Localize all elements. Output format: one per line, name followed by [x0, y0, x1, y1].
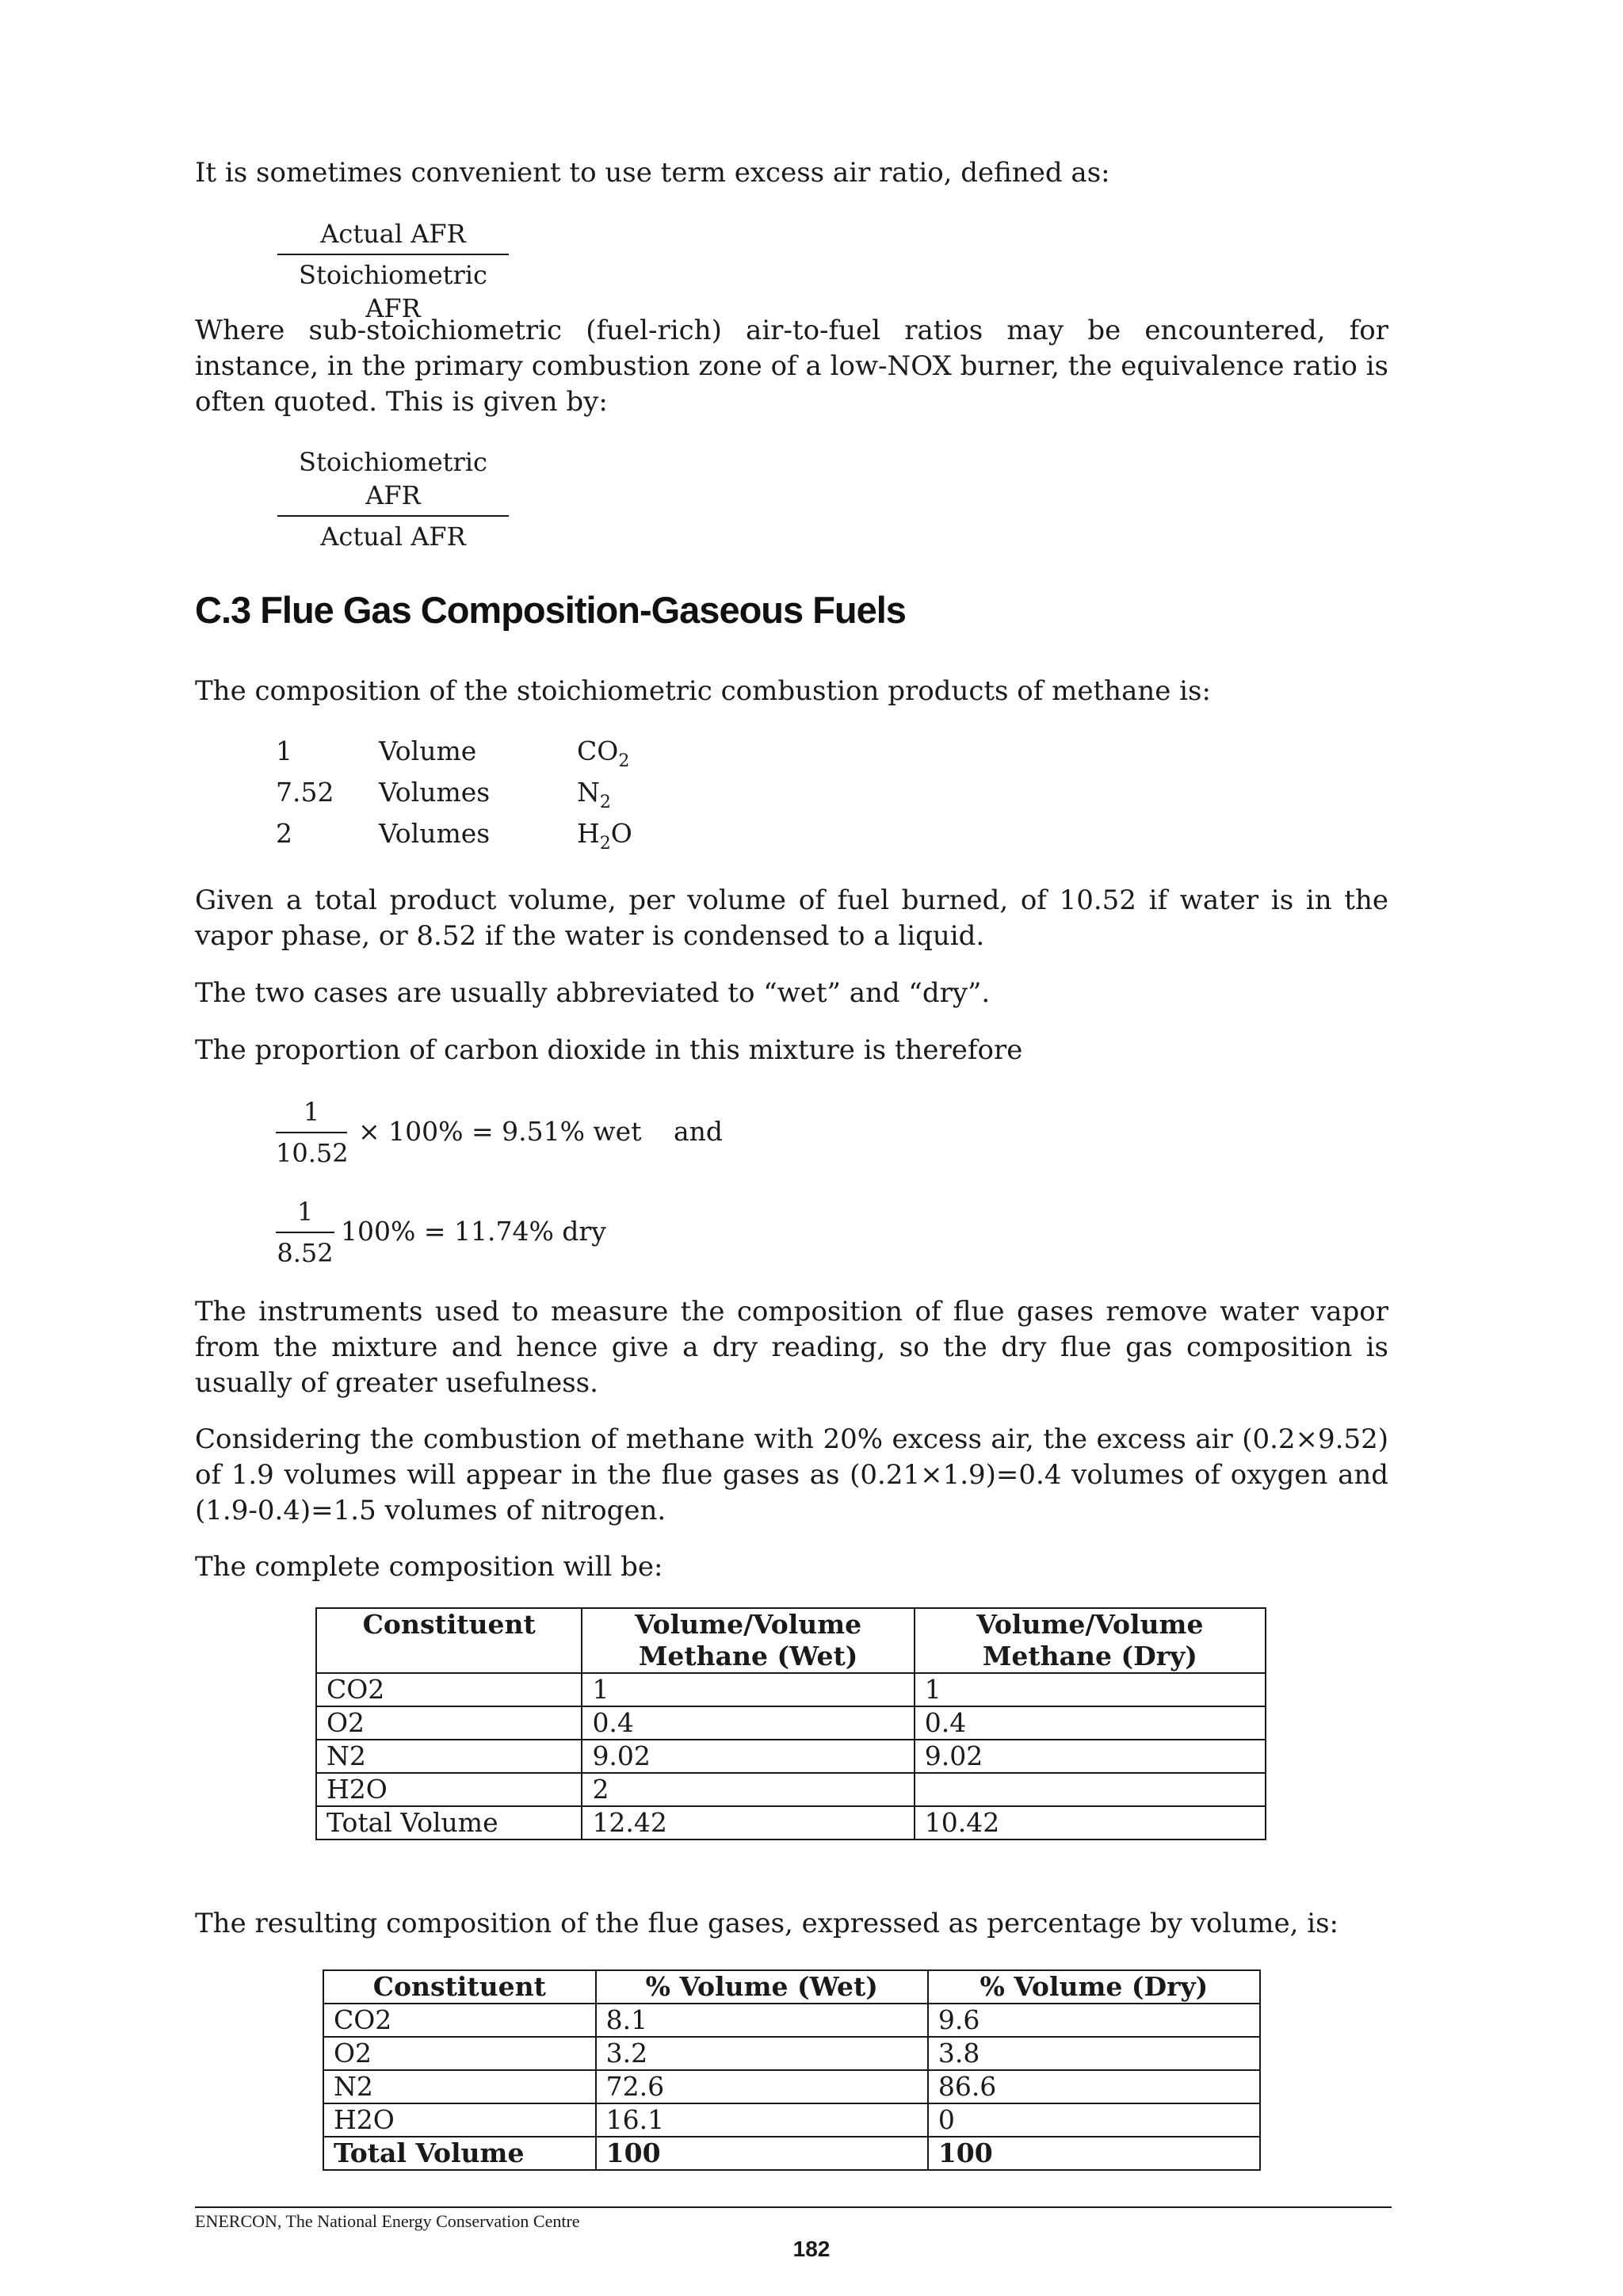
- product-quantity: 7.52: [276, 777, 334, 808]
- table-row: [323, 2070, 1260, 2103]
- resulting-composition-paragraph: The resulting composition of the flue gases, expressed as percentage by volume, is:: [195, 1908, 1339, 1939]
- column-header: Volume/Volume Methane (Dry): [915, 1608, 1266, 1673]
- footer-divider: [195, 2206, 1392, 2208]
- dry-result-text: 100% = 11.74% dry: [341, 1216, 606, 1247]
- equivalence-paragraph: Where sub-stoichiometric (fuel-rich) air-to-fuel ratios may be encountered, for instance, in the primary combustion zone of a low-NOX burner, the equivalence ratio is often quoted. This is given by:: [195, 315, 1388, 418]
- proportion-paragraph: The proportion of carbon dioxide in this mixture is therefore: [195, 1034, 1023, 1066]
- table-cell: Total Volume: [323, 2137, 596, 2170]
- table-cell: H2O: [323, 2103, 596, 2137]
- table-cell: N2: [316, 1740, 582, 1773]
- instruments-paragraph: The instruments used to measure the composition of flue gases remove water vapor from the mixture and hence give a dry reading, so the dry flue gas composition is usually of greater usefulness.: [195, 1296, 1388, 1399]
- product-species: $CO_2$: [577, 735, 630, 771]
- equivalence-ratio-fraction: [277, 445, 509, 553]
- table-cell: 1: [915, 1673, 1266, 1706]
- fraction-denominator: 8.52: [277, 1238, 334, 1268]
- table-cell: Total Volume: [316, 1806, 582, 1839]
- footer-organization: ENERCON, The National Energy Conservation Centre: [195, 2211, 580, 2231]
- column-header: Constituent: [323, 1970, 596, 2004]
- table-row: [323, 2103, 1260, 2137]
- table-cell: [915, 1773, 1266, 1806]
- complete-composition-paragraph: The complete composition will be:: [195, 1551, 663, 1583]
- table-cell: 2: [582, 1773, 914, 1806]
- table-row: [323, 2004, 1260, 2037]
- table-cell: 9.02: [915, 1740, 1266, 1773]
- product-unit: Volume: [379, 735, 477, 766]
- table-row: [316, 1706, 1266, 1740]
- table-cell: 100: [596, 2137, 928, 2170]
- table-cell: 100: [928, 2137, 1260, 2170]
- table-header-row: [323, 1970, 1260, 2004]
- product-unit: Volumes: [379, 818, 491, 849]
- table-header-row: [316, 1608, 1266, 1673]
- table-cell: 0.4: [915, 1706, 1266, 1740]
- cases-paragraph: The two cases are usually abbreviated to “wet” and “dry”.: [195, 977, 991, 1009]
- product-quantity: 1: [276, 735, 292, 766]
- volume-composition-table: [315, 1607, 1266, 1840]
- fraction-numerator: Stoichiometric AFR: [277, 445, 509, 517]
- table-cell: N2: [323, 2070, 596, 2103]
- table-cell: 9.6: [928, 2004, 1260, 2037]
- table-row: [316, 1673, 1266, 1706]
- product-species: $N_2$: [577, 777, 611, 812]
- table-cell: 12.42: [582, 1806, 914, 1839]
- table-cell: 16.1: [596, 2103, 928, 2137]
- section-heading: C.3 Flue Gas Composition-Gaseous Fuels: [195, 589, 906, 631]
- table-cell: CO2: [316, 1673, 582, 1706]
- table-cell: 72.6: [596, 2070, 928, 2103]
- fraction-denominator: 10.52: [276, 1138, 349, 1168]
- table-row: [316, 1806, 1266, 1839]
- table-cell: 1: [582, 1673, 914, 1706]
- table-cell: 0: [928, 2103, 1260, 2137]
- column-header: % Volume (Dry): [928, 1970, 1260, 2004]
- product-quantity: 2: [276, 818, 292, 849]
- table-cell: 86.6: [928, 2070, 1260, 2103]
- fraction-numerator: Actual AFR: [277, 217, 509, 255]
- column-header: Volume/Volume Methane (Wet): [582, 1608, 914, 1673]
- dry-result: [341, 1214, 606, 1249]
- page-number: 182: [792, 2237, 831, 2261]
- table-cell: CO2: [323, 2004, 596, 2037]
- fraction-numerator: 1: [276, 1095, 347, 1133]
- product-unit: Volumes: [379, 777, 491, 808]
- dry-fraction: [276, 1195, 334, 1270]
- table-cell: O2: [323, 2037, 596, 2070]
- table-cell: 9.02: [582, 1740, 914, 1773]
- total-volume-paragraph: Given a total product volume, per volume of fuel burned, of 10.52 if water is in the vapor phase, or 8.52 if the water is condensed to a liquid.: [195, 884, 1388, 952]
- wet-fraction: [276, 1095, 347, 1170]
- product-species: $H_2O$: [577, 818, 632, 854]
- fraction-denominator: Stoichiometric AFR: [299, 260, 487, 323]
- column-header: % Volume (Wet): [596, 1970, 928, 2004]
- excess-air-ratio-fraction: [277, 217, 509, 325]
- excess-air-paragraph: Considering the combustion of methane with 20% excess air, the excess air (0.2×9.52) of 1.9 volumes will appear in the flue gases as (0.21×1.9)=0.4 volumes of oxygen and (1.9-0.4)=1.5 volumes of nitrogen.: [195, 1423, 1388, 1526]
- table-cell: 0.4: [582, 1706, 914, 1740]
- table-cell: 8.1: [596, 2004, 928, 2037]
- column-header: Constituent: [316, 1608, 582, 1673]
- fraction-numerator: 1: [276, 1195, 334, 1233]
- intro-paragraph: It is sometimes convenient to use term excess air ratio, defined as:: [195, 157, 1110, 189]
- table-row: [323, 2037, 1260, 2070]
- wet-result-text: × 100% = 9.51% wet: [358, 1116, 642, 1147]
- table-row: [316, 1773, 1266, 1806]
- wet-result: [358, 1114, 723, 1149]
- table-row: [316, 1740, 1266, 1773]
- table-cell: 10.42: [915, 1806, 1266, 1839]
- table-cell: 3.2: [596, 2037, 928, 2070]
- table-cell: H2O: [316, 1773, 582, 1806]
- table-cell: 3.8: [928, 2037, 1260, 2070]
- table-total-row: [323, 2137, 1260, 2170]
- table-cell: O2: [316, 1706, 582, 1740]
- composition-paragraph: The composition of the stoichiometric combustion products of methane is:: [195, 675, 1211, 707]
- fraction-denominator: Actual AFR: [320, 521, 466, 552]
- and-word: and: [673, 1116, 724, 1147]
- percentage-composition-table: [323, 1969, 1261, 2171]
